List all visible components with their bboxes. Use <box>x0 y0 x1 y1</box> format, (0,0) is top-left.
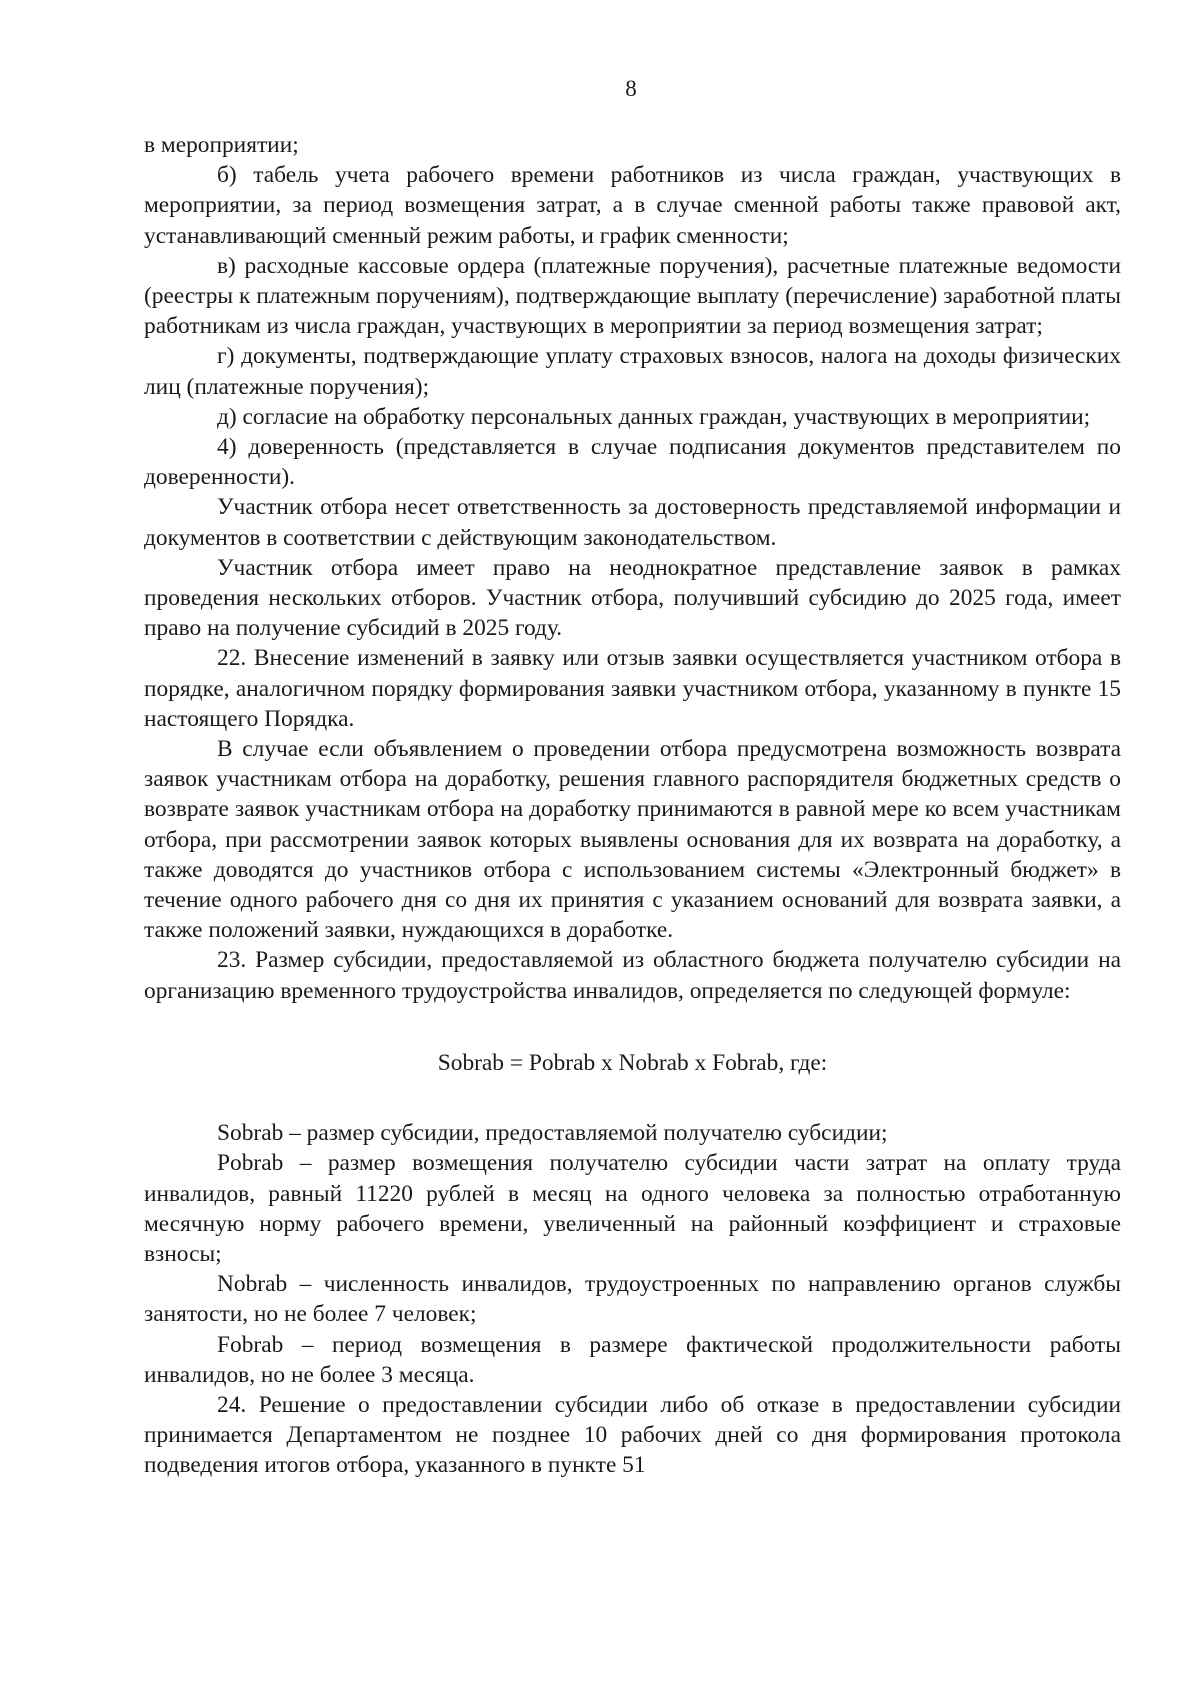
paragraph: Участник отбора несет ответственность за достоверность представляемой информации и документов в соответствии с действующим законодательством. <box>144 494 1121 551</box>
definition-nobrab: Nobrab – численность инвалидов, трудоустроенных по направлению органов службы занятости, но не более 7 человек; <box>144 1271 1121 1328</box>
paragraph: 4) доверенность (представляется в случае подписания документов представителем по доверенности). <box>144 434 1121 491</box>
paragraph: г) документы, подтверждающие уплату страховых взносов, налога на доходы физических лиц (платежные поручения); <box>144 343 1121 400</box>
paragraph: 24. Решение о предоставлении субсидии либо об отказе в предоставлении субсидии принимается Департаментом не позднее 10 рабочих дней со дня формирования протокола подведения итогов отбора, указанного в пункте 51 <box>144 1391 1121 1479</box>
paragraph: Участник отбора имеет право на неоднократное представление заявок в рамках проведения нескольких отборов. Участник отбора, получивший субсидию до 2025 года, имеет право на получение субсидий в 2025 году. <box>144 554 1121 642</box>
paragraph: в мероприятии; <box>144 132 299 158</box>
paragraph: 23. Размер субсидии, предоставляемой из областного бюджета получателю субсидии на организацию временного трудоустройства инвалидов, определяется по следующей формуле: <box>144 947 1121 1004</box>
paragraph: б) табель учета рабочего времени работников из числа граждан, участвующих в мероприятии, за период возмещения затрат, а в случае сменной работы также правовой акт, устанавливающий сменный режим работы, и график сменности; <box>144 162 1121 249</box>
paragraph: в) расходные кассовые ордера (платежные поручения), расчетные платежные ведомости (реестры к платежным поручениям), подтверждающие выплату (перечисление) заработной платы работникам из числа граждан, участвующих в мероприятии за период возмещения затрат; <box>144 252 1121 340</box>
paragraph: В случае если объявлением о проведении отбора предусмотрена возможность возврата заявок участникам отбора на доработку, решения главного распорядителя бюджетных средств о возврате заявок участникам отбора на доработку принимаются в равной мере ко всем участникам отбора, при рассмотрении заявок которых выявлены основания для их возврата на доработку, а также доводятся до участников отбора с использованием системы «Электронный бюджет» в течение одного рабочего дня со дня их принятия с указанием оснований для возврата заявки, а также положений заявки, нуждающихся в доработке. <box>144 736 1121 944</box>
definition-pobrab: Pobrab – размер возмещения получателю субсидии части затрат на оплату труда инвалидов, равный 11220 рублей в месяц на одного человека за полностью отработанную месячную норму рабочего времени, увеличенный на районный коэффициент и страховые взносы; <box>144 1150 1121 1267</box>
formula: Sobrab = Pobrab x Nobrab x Fobrab, где: <box>437 1049 828 1076</box>
paragraph: д) согласие на обработку персональных данных граждан, участвующих в мероприятии; <box>217 403 1091 430</box>
definition-sobrab: Sobrab – размер субсидии, предоставляемой получателю субсидии; <box>217 1120 888 1147</box>
paragraph: 22. Внесение изменений в заявку или отзыв заявки осуществляется участником отбора в порядке, аналогичном порядку формирования заявки участником отбора, указанному в пункте 15 настоящего Порядка. <box>144 645 1121 732</box>
definition-fobrab: Fobrab – период возмещения в размере фактической продолжительности работы инвалидов, но не более 3 месяца. <box>144 1331 1121 1388</box>
page-number: 8 <box>625 76 637 101</box>
document-body <box>144 130 1121 1481</box>
